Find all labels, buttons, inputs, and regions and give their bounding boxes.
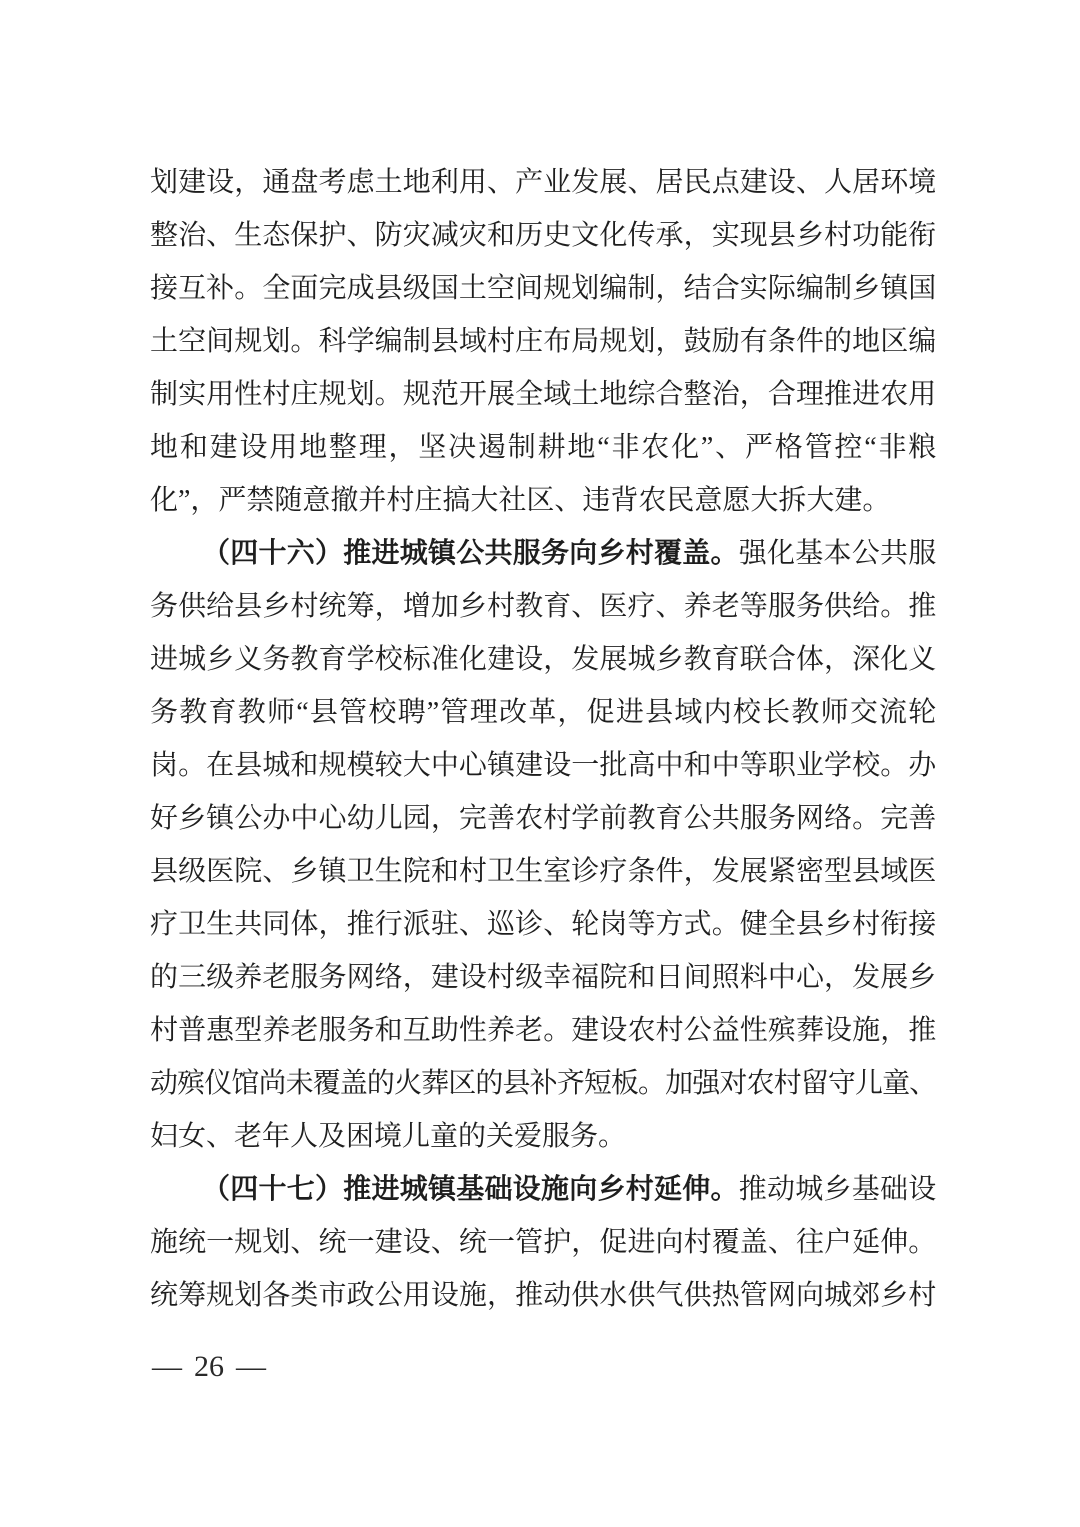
text-line: 疗卫生共同体，推行派驻、巡诊、轮岗等方式。健全县乡村衔接 <box>150 909 936 940</box>
paragraph-continuation <box>150 156 936 527</box>
text-line: 制实用性村庄规划。规范开展全域土地综合整治，合理推进农用 <box>150 379 936 410</box>
text-line: 化”，严禁随意撤并村庄搞大社区、违背农民意愿大拆大建。 <box>150 485 891 516</box>
text-line: 村普惠型养老服务和互助性养老。建设农村公益性殡葬设施，推 <box>150 1015 936 1046</box>
section-46-heading: （四十六）推进城镇公共服务向乡村覆盖。 <box>202 538 739 569</box>
text-line: 地和建设用地整理，坚决遏制耕地“非农化”、严格管控“非粮 <box>150 432 936 463</box>
text-line: 妇女、老年人及困境儿童的关爱服务。 <box>150 1121 627 1152</box>
footer-dash-right: — <box>236 1350 266 1383</box>
text-line: 施统一规划、统一建设、统一管护，促进向村覆盖、往户延伸。 <box>150 1227 936 1258</box>
text-line: 好乡镇公办中心幼儿园，完善农村学前教育公共服务网络。完善 <box>150 803 936 834</box>
section-47-heading-rest: 推动城乡基础设 <box>738 1174 936 1205</box>
footer-dash-left: — <box>152 1350 182 1383</box>
section-47-heading: （四十七）推进城镇基础设施向乡村延伸。 <box>202 1174 739 1205</box>
text-line: 动殡仪馆尚未覆盖的火葬区的县补齐短板。加强对农村留守儿童、 <box>150 1068 936 1099</box>
text-line: 务教育教师“县管校聘”管理改革，促进县域内校长教师交流轮 <box>150 697 936 728</box>
text-line: 接互补。全面完成县级国土空间规划编制，结合实际编制乡镇国 <box>150 273 936 304</box>
text-line: 的三级养老服务网络，建设村级幸福院和日间照料中心，发展乡 <box>150 962 936 993</box>
section-heading-line <box>150 527 936 580</box>
document-body <box>150 156 936 1322</box>
section-heading-line <box>150 1163 936 1216</box>
text-line: 岗。在县城和规模较大中心镇建设一批高中和中等职业学校。办 <box>150 750 936 781</box>
text-line: 划建设，通盘考虑土地利用、产业发展、居民点建设、人居环境 <box>150 167 936 198</box>
text-line: 务供给县乡村统筹，增加乡村教育、医疗、养老等服务供给。推 <box>150 591 936 622</box>
text-line: 整治、生态保护、防灾减灾和历史文化传承，实现县乡村功能衔 <box>150 220 936 251</box>
text-line: 县级医院、乡镇卫生院和村卫生室诊疗条件，发展紧密型县域医 <box>150 856 936 887</box>
paragraph-47 <box>150 1163 936 1322</box>
page-number: 26 <box>194 1350 224 1383</box>
text-line: 统筹规划各类市政公用设施，推动供水供气供热管网向城郊乡村 <box>150 1280 936 1311</box>
text-line: 土空间规划。科学编制县域村庄布局规划，鼓励有条件的地区编 <box>150 326 936 357</box>
section-46-heading-rest: 强化基本公共服 <box>738 538 936 569</box>
text-line: 进城乡义务教育学校标准化建设，发展城乡教育联合体，深化义 <box>150 644 936 675</box>
paragraph-46 <box>150 527 936 1163</box>
page-footer <box>152 1350 266 1384</box>
